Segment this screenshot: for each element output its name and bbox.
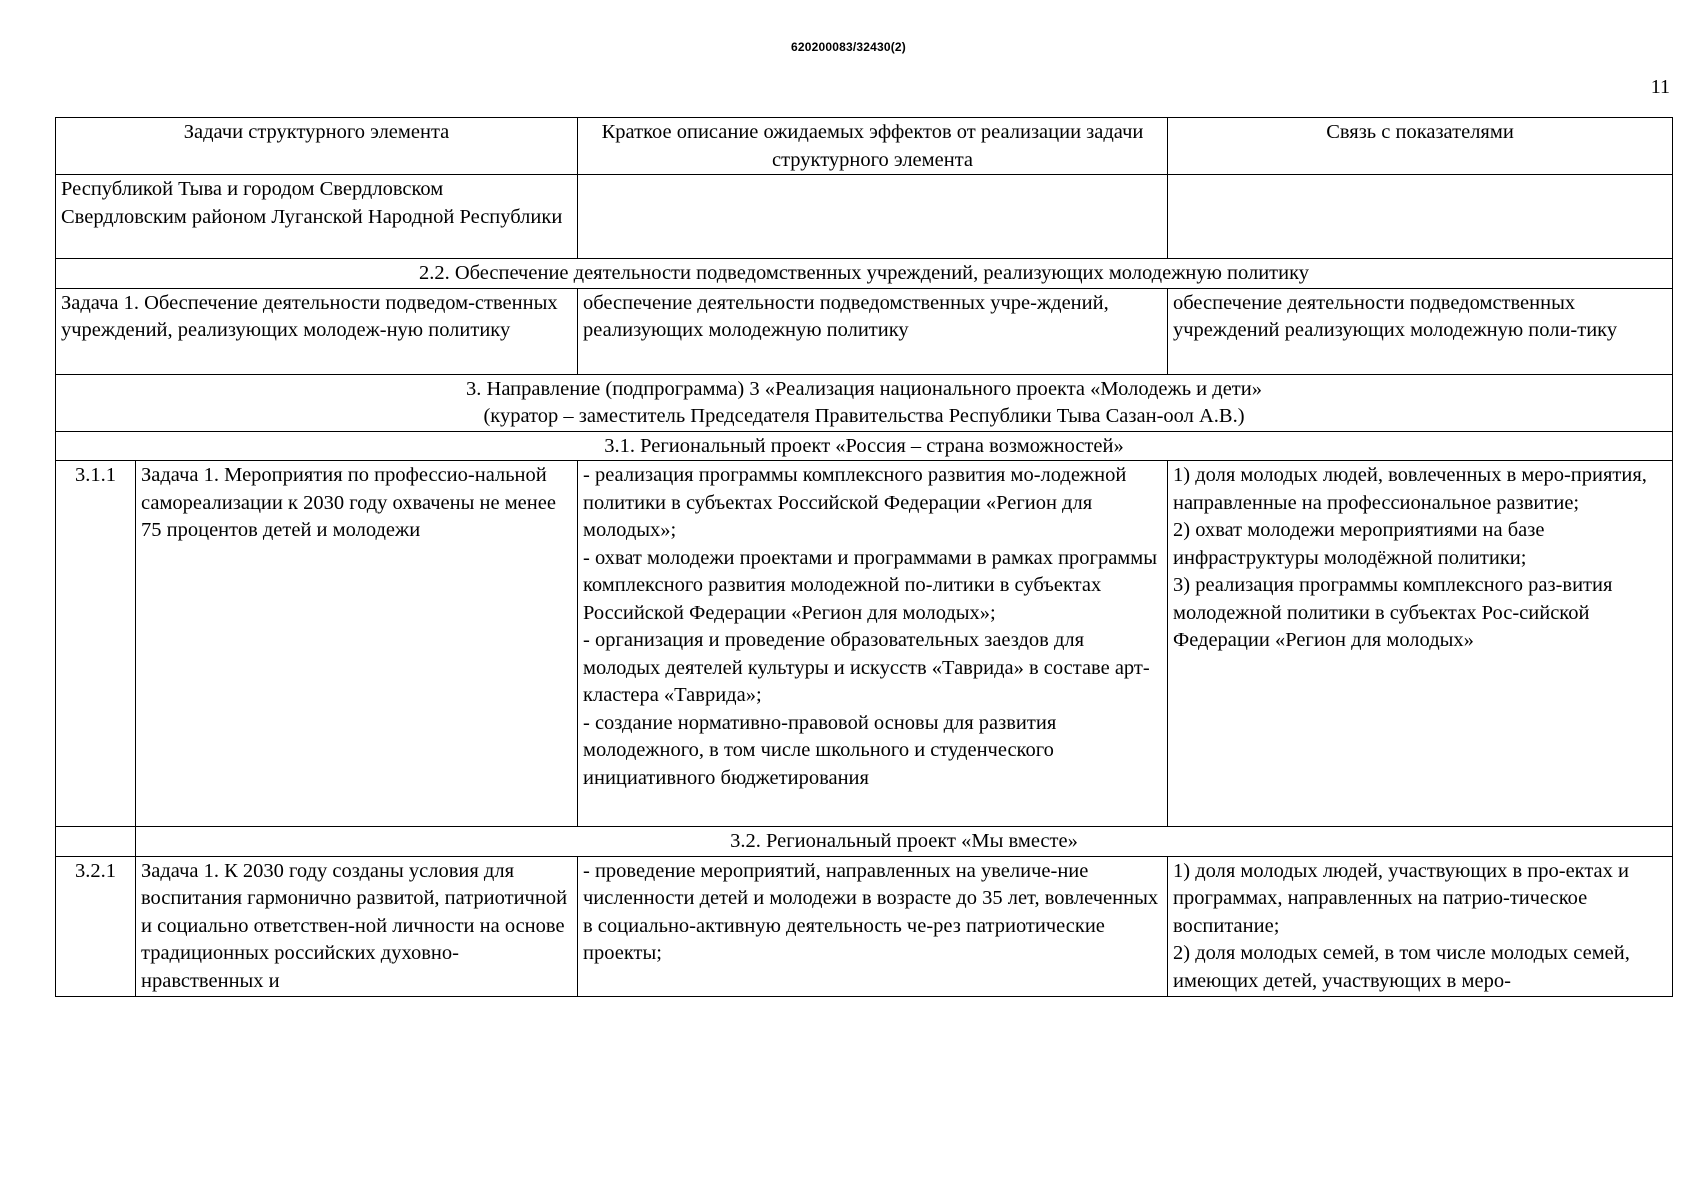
table-row bbox=[56, 856, 1673, 996]
indicator-cell bbox=[1168, 175, 1673, 259]
section-row bbox=[56, 431, 1673, 461]
table-header-row bbox=[56, 118, 1673, 175]
task-cell: Задача 1. Обеспечение деятельности подведом-ственных учреждений, реализующих молодеж-ную политику bbox=[56, 288, 578, 374]
document-id: 620200083/32430(2) bbox=[790, 40, 907, 54]
empty-number-cell bbox=[56, 827, 136, 857]
task-cell: Задача 1. Мероприятия по профессио-нальной самореализации к 2030 году охвачены не менее 75 процентов детей и молодежи bbox=[136, 461, 578, 827]
table-row bbox=[56, 461, 1673, 827]
section-title-3-2: 3.2. Региональный проект «Мы вместе» bbox=[136, 827, 1673, 857]
table-row bbox=[56, 175, 1673, 259]
effect-cell bbox=[578, 175, 1168, 259]
column-header-effects: Краткое описание ожидаемых эффектов от реализации задачи структурного элемента bbox=[578, 118, 1168, 175]
page-number: 11 bbox=[1650, 76, 1670, 98]
indicator-cell: 1) доля молодых людей, участвующих в про-ектах и программах, направленных на патрио-тическое воспитание; 2) доля молодых семей, в том числе молодых семей, имеющих детей, участвующих в меро- bbox=[1168, 856, 1673, 996]
effect-cell: - проведение мероприятий, направленных на увеличе-ние численности детей и молодежи в возрасте до 35 лет, вовлеченных в социально-активную деятельность че-рез патриотические проекты; bbox=[578, 856, 1168, 996]
row-number: 3.1.1 bbox=[56, 461, 136, 827]
task-cell: Республикой Тыва и городом Свердловском Свердловским районом Луганской Народной Республики bbox=[56, 175, 578, 259]
task-cell: Задача 1. К 2030 году созданы условия для воспитания гармонично развитой, патриотичной и социально ответствен-ной личности на основе традиционных российских духовно-нравственных и bbox=[136, 856, 578, 996]
indicator-cell: обеспечение деятельности подведомственных учреждений реализующих молодежную поли-тику bbox=[1168, 288, 1673, 374]
section-row bbox=[56, 374, 1673, 431]
section-title-3-1: 3.1. Региональный проект «Россия – страна возможностей» bbox=[56, 431, 1673, 461]
section-title-3 bbox=[56, 374, 1673, 431]
section-3-line-1: 3. Направление (подпрограмма) 3 «Реализация национального проекта «Молодежь и дети» bbox=[466, 377, 1262, 400]
section-3-line-2: (куратор – заместитель Председателя Правительства Республики Тыва Сазан-оол А.В.) bbox=[483, 405, 1245, 427]
section-title-2-2: 2.2. Обеспечение деятельности подведомственных учреждений, реализующих молодежную политику bbox=[56, 259, 1673, 289]
row-number: 3.2.1 bbox=[56, 856, 136, 996]
table-row bbox=[56, 288, 1673, 374]
indicator-cell: 1) доля молодых людей, вовлеченных в меро-приятия, направленные на профессиональное развитие; 2) охват молодежи мероприятиями на базе инфраструктуры молодёжной политики; 3) реализация программы комплексного раз-вития молодежной политики в субъектах Рос-сийской Федерации «Регион для молодых» bbox=[1168, 461, 1673, 827]
column-header-indicators: Связь с показателями bbox=[1168, 118, 1673, 175]
effect-cell: обеспечение деятельности подведомственных учре-ждений, реализующих молодежную политику bbox=[578, 288, 1168, 374]
effect-cell: - реализация программы комплексного развития мо-лодежной политики в субъектах Российской Федерации «Регион для молодых»; - охват молодежи проектами и программами в рамках программы комплексного развития молодежной по-литики в субъектах Российской Федерации «Регион для молодых»; - организация и проведение образовательных заездов для молодых деятелей культуры и искусств «Таврида» в составе арт-кластера «Таврида»; - создание нормативно-правовой основы для развития молодежного, в том числе школьного и студенческого инициативного бюджетирования bbox=[578, 461, 1168, 827]
section-row bbox=[56, 827, 1673, 857]
column-header-tasks: Задачи структурного элемента bbox=[56, 118, 578, 175]
tasks-table bbox=[55, 117, 1673, 997]
section-row bbox=[56, 259, 1673, 289]
